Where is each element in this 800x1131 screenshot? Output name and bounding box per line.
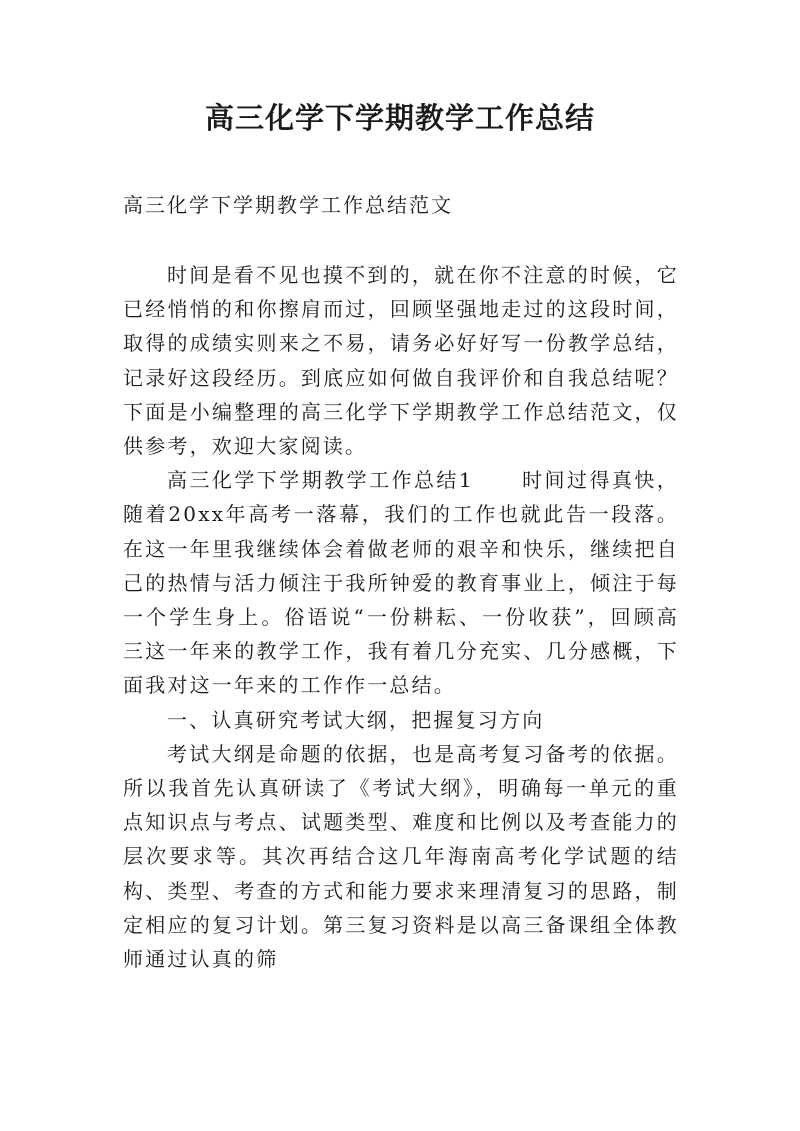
paragraph-intro: 时间是看不见也摸不到的，就在你不注意的时候，它已经悄悄的和你擦肩而过，回顾坚强地走过的这段时间，取得的成绩实则来之不易，请务必好好写一份教学总结，记录好这段经历。到底应如何做自我评价和自我总结呢？下面是小编整理的高三化学下学期教学工作总结范文，仅供参考，欢迎大家阅读。 bbox=[123, 263, 679, 459]
paragraph-summary-1 bbox=[123, 463, 679, 702]
section-heading-summary-1: 高三化学下学期教学工作总结1 bbox=[167, 468, 474, 493]
paragraph-summary-1-body: 时间过得真快，随着20xx年高考一落幕，我们的工作也就此告一段落。在这一年里我继续体会着做老师的艰辛和快乐，继续把自己的热情与活力倾注于我所钟爱的教育事业上，倾注于每一个学生身上。俗语说“一份耕耘、一份收获”，回顾高三这一年来的教学工作，我有着几分充实、几分感概，下面我对这一年来的工作作一总结。 bbox=[123, 468, 680, 698]
paragraph-exam-outline: 考试大纲是命题的依据，也是高考复习备考的依据。所以我首先认真研读了《考试大纲》，明确每一单元的重点知识点与考点、试题类型、难度和比例以及考查能力的层次要求等。其次再结合这几年海南高考化学试题的结构、类型、考查的方式和能力要求来理清复习的思路，制定相应的复习计划。第三复习资料是以高三备课组全体教师通过认真的筛 bbox=[123, 741, 679, 972]
section-heading-1: 一、认真研究考试大纲，把握复习方向 bbox=[167, 707, 545, 732]
document-subtitle: 高三化学下学期教学工作总结范文 bbox=[123, 193, 453, 217]
document-title: 高三化学下学期教学工作总结 bbox=[204, 101, 595, 135]
document-body bbox=[123, 258, 679, 976]
